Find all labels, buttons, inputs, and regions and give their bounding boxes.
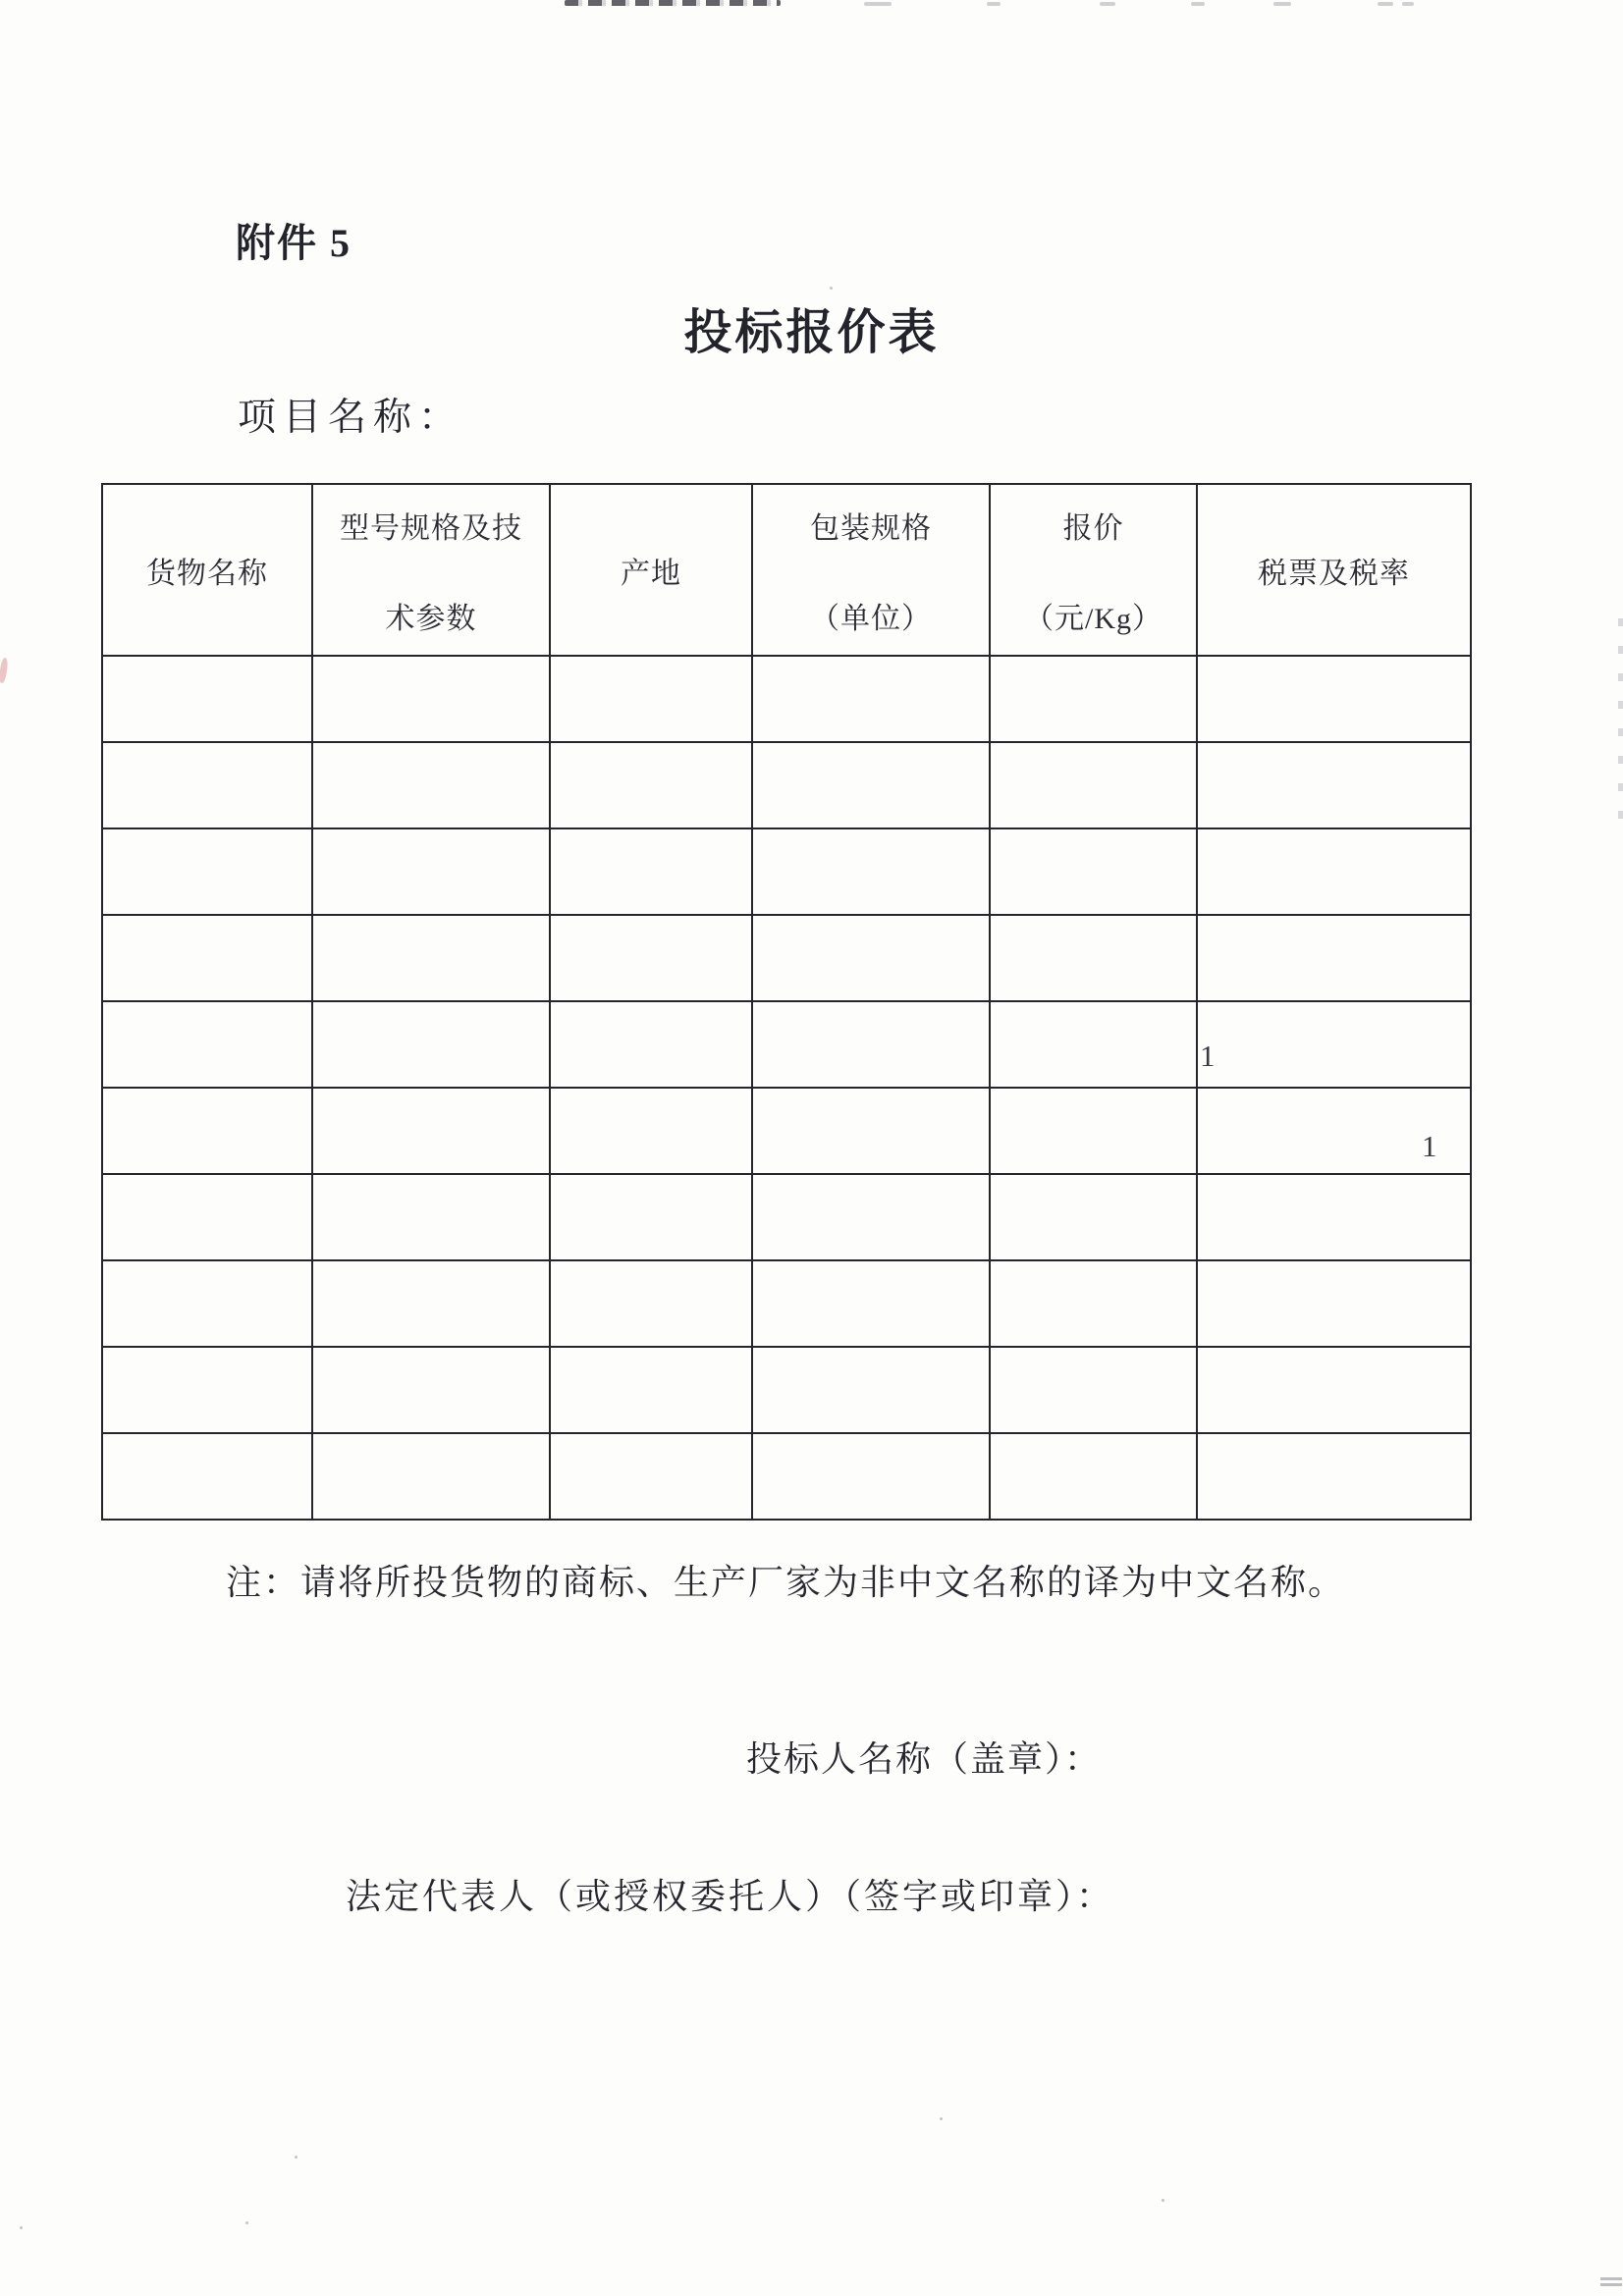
header-goods-name: [102, 484, 312, 656]
header-label: 报价: [1062, 511, 1124, 545]
header-label: 型号规格及技: [340, 511, 522, 545]
table-row: [102, 1001, 1471, 1088]
header-label: 税票及税率: [1258, 557, 1410, 590]
bidder-name-label: 投标人名称（盖章）：: [746, 1739, 1103, 1779]
header-packaging: [752, 484, 990, 656]
header-label: （单位）: [810, 602, 932, 635]
empty-cell: [752, 742, 990, 828]
empty-cell: [752, 656, 990, 742]
empty-cell: [1197, 1174, 1471, 1260]
scan-speck: [245, 2221, 248, 2224]
empty-cell: [752, 915, 990, 1001]
empty-cell: [550, 1433, 752, 1520]
empty-cell: [312, 1174, 550, 1260]
table-row: [102, 1088, 1471, 1174]
header-label: （元/Kg）: [1024, 602, 1163, 635]
scan-artifact-dash: [987, 2, 1001, 6]
empty-cell: [752, 1001, 990, 1088]
scan-artifact-dash: [1191, 2, 1205, 6]
empty-cell: [1197, 656, 1471, 742]
empty-cell: [550, 1001, 752, 1088]
table-row: [102, 915, 1471, 1001]
table-body: [102, 656, 1471, 1520]
header-label: 术参数: [385, 602, 477, 635]
empty-cell: [312, 742, 550, 828]
quotation-table: [101, 483, 1472, 1521]
empty-cell: [102, 656, 312, 742]
empty-cell: [752, 828, 990, 915]
header-label: 货物名称: [146, 557, 268, 590]
empty-cell: [990, 656, 1197, 742]
attachment-label: 附件 5: [236, 221, 352, 265]
scan-speck: [20, 2226, 23, 2229]
empty-cell: [550, 1088, 752, 1174]
table-row: [102, 1260, 1471, 1347]
empty-cell: [752, 1088, 990, 1174]
empty-cell: [312, 1260, 550, 1347]
empty-cell: [550, 1174, 752, 1260]
empty-cell: [990, 1433, 1197, 1520]
empty-cell: [550, 1260, 752, 1347]
empty-cell: [990, 1088, 1197, 1174]
empty-cell: [1197, 1347, 1471, 1433]
scan-artifact-dash: [864, 2, 892, 6]
header-origin: [550, 484, 752, 656]
empty-cell: [752, 1433, 990, 1520]
scan-speck: [940, 2117, 943, 2120]
empty-cell: [312, 656, 550, 742]
empty-cell: [990, 915, 1197, 1001]
page-title: 投标报价表: [683, 305, 940, 359]
scan-artifact-edge-noise: [1618, 618, 1623, 825]
empty-cell: [312, 1433, 550, 1520]
empty-cell: [102, 1433, 312, 1520]
table-row: [102, 828, 1471, 915]
empty-cell: [102, 1174, 312, 1260]
table-header-row: [102, 484, 1471, 656]
empty-cell: [752, 1174, 990, 1260]
scan-artifact-top-smudge: [565, 0, 781, 6]
table-head-body: [102, 484, 1471, 656]
stray-digit: 1: [1422, 1129, 1437, 1163]
empty-cell: [990, 1001, 1197, 1088]
note-text: 注：请将所投货物的商标、生产厂家为非中文名称的译为中文名称。: [226, 1563, 1346, 1602]
empty-cell: [1197, 742, 1471, 828]
legal-representative-label: 法定代表人（或授权委托人）（签字或印章）：: [346, 1877, 1115, 1916]
empty-cell: [550, 915, 752, 1001]
empty-cell: [1197, 915, 1471, 1001]
header-quote-price: [990, 484, 1197, 656]
empty-cell: [312, 915, 550, 1001]
empty-cell: [1197, 1260, 1471, 1347]
empty-cell: [550, 742, 752, 828]
table-row: [102, 1433, 1471, 1520]
scan-artifact-red-mark: [0, 658, 9, 684]
empty-cell: [990, 828, 1197, 915]
empty-cell: [752, 1260, 990, 1347]
empty-cell: [312, 1088, 550, 1174]
empty-cell: [990, 742, 1197, 828]
table-row: [102, 1347, 1471, 1433]
empty-cell: [102, 915, 312, 1001]
scan-artifact-corner-mark: [1600, 2277, 1622, 2288]
header-model-spec: [312, 484, 550, 656]
empty-cell: [990, 1347, 1197, 1433]
header-tax: [1197, 484, 1471, 656]
header-label: 包装规格: [810, 511, 932, 545]
empty-cell: [102, 828, 312, 915]
empty-cell: [102, 1260, 312, 1347]
empty-cell: [1197, 1001, 1471, 1088]
empty-cell: [312, 828, 550, 915]
stray-digit: 1: [1200, 1039, 1216, 1073]
scan-speck: [295, 2156, 298, 2159]
empty-cell: [550, 656, 752, 742]
empty-cell: [990, 1174, 1197, 1260]
empty-cell: [102, 1347, 312, 1433]
empty-cell: [102, 1088, 312, 1174]
scan-speck: [830, 287, 833, 290]
scan-artifact-dash: [1402, 2, 1414, 6]
header-label: 产地: [621, 557, 681, 590]
empty-cell: [1197, 1433, 1471, 1520]
table-row: [102, 742, 1471, 828]
empty-cell: [1197, 828, 1471, 915]
scan-artifact-dash: [1378, 2, 1393, 6]
empty-cell: [752, 1347, 990, 1433]
empty-cell: [312, 1347, 550, 1433]
scan-artifact-dash: [1273, 2, 1291, 6]
scan-artifact-dash: [1100, 2, 1115, 6]
empty-cell: [550, 1347, 752, 1433]
empty-cell: [102, 742, 312, 828]
empty-cell: [990, 1260, 1197, 1347]
empty-cell: [102, 1001, 312, 1088]
table-row: [102, 1174, 1471, 1260]
empty-cell: [312, 1001, 550, 1088]
project-name-label: 项目名称：: [238, 397, 464, 439]
table-row: [102, 656, 1471, 742]
scan-speck: [1162, 2199, 1164, 2202]
empty-cell: [550, 828, 752, 915]
